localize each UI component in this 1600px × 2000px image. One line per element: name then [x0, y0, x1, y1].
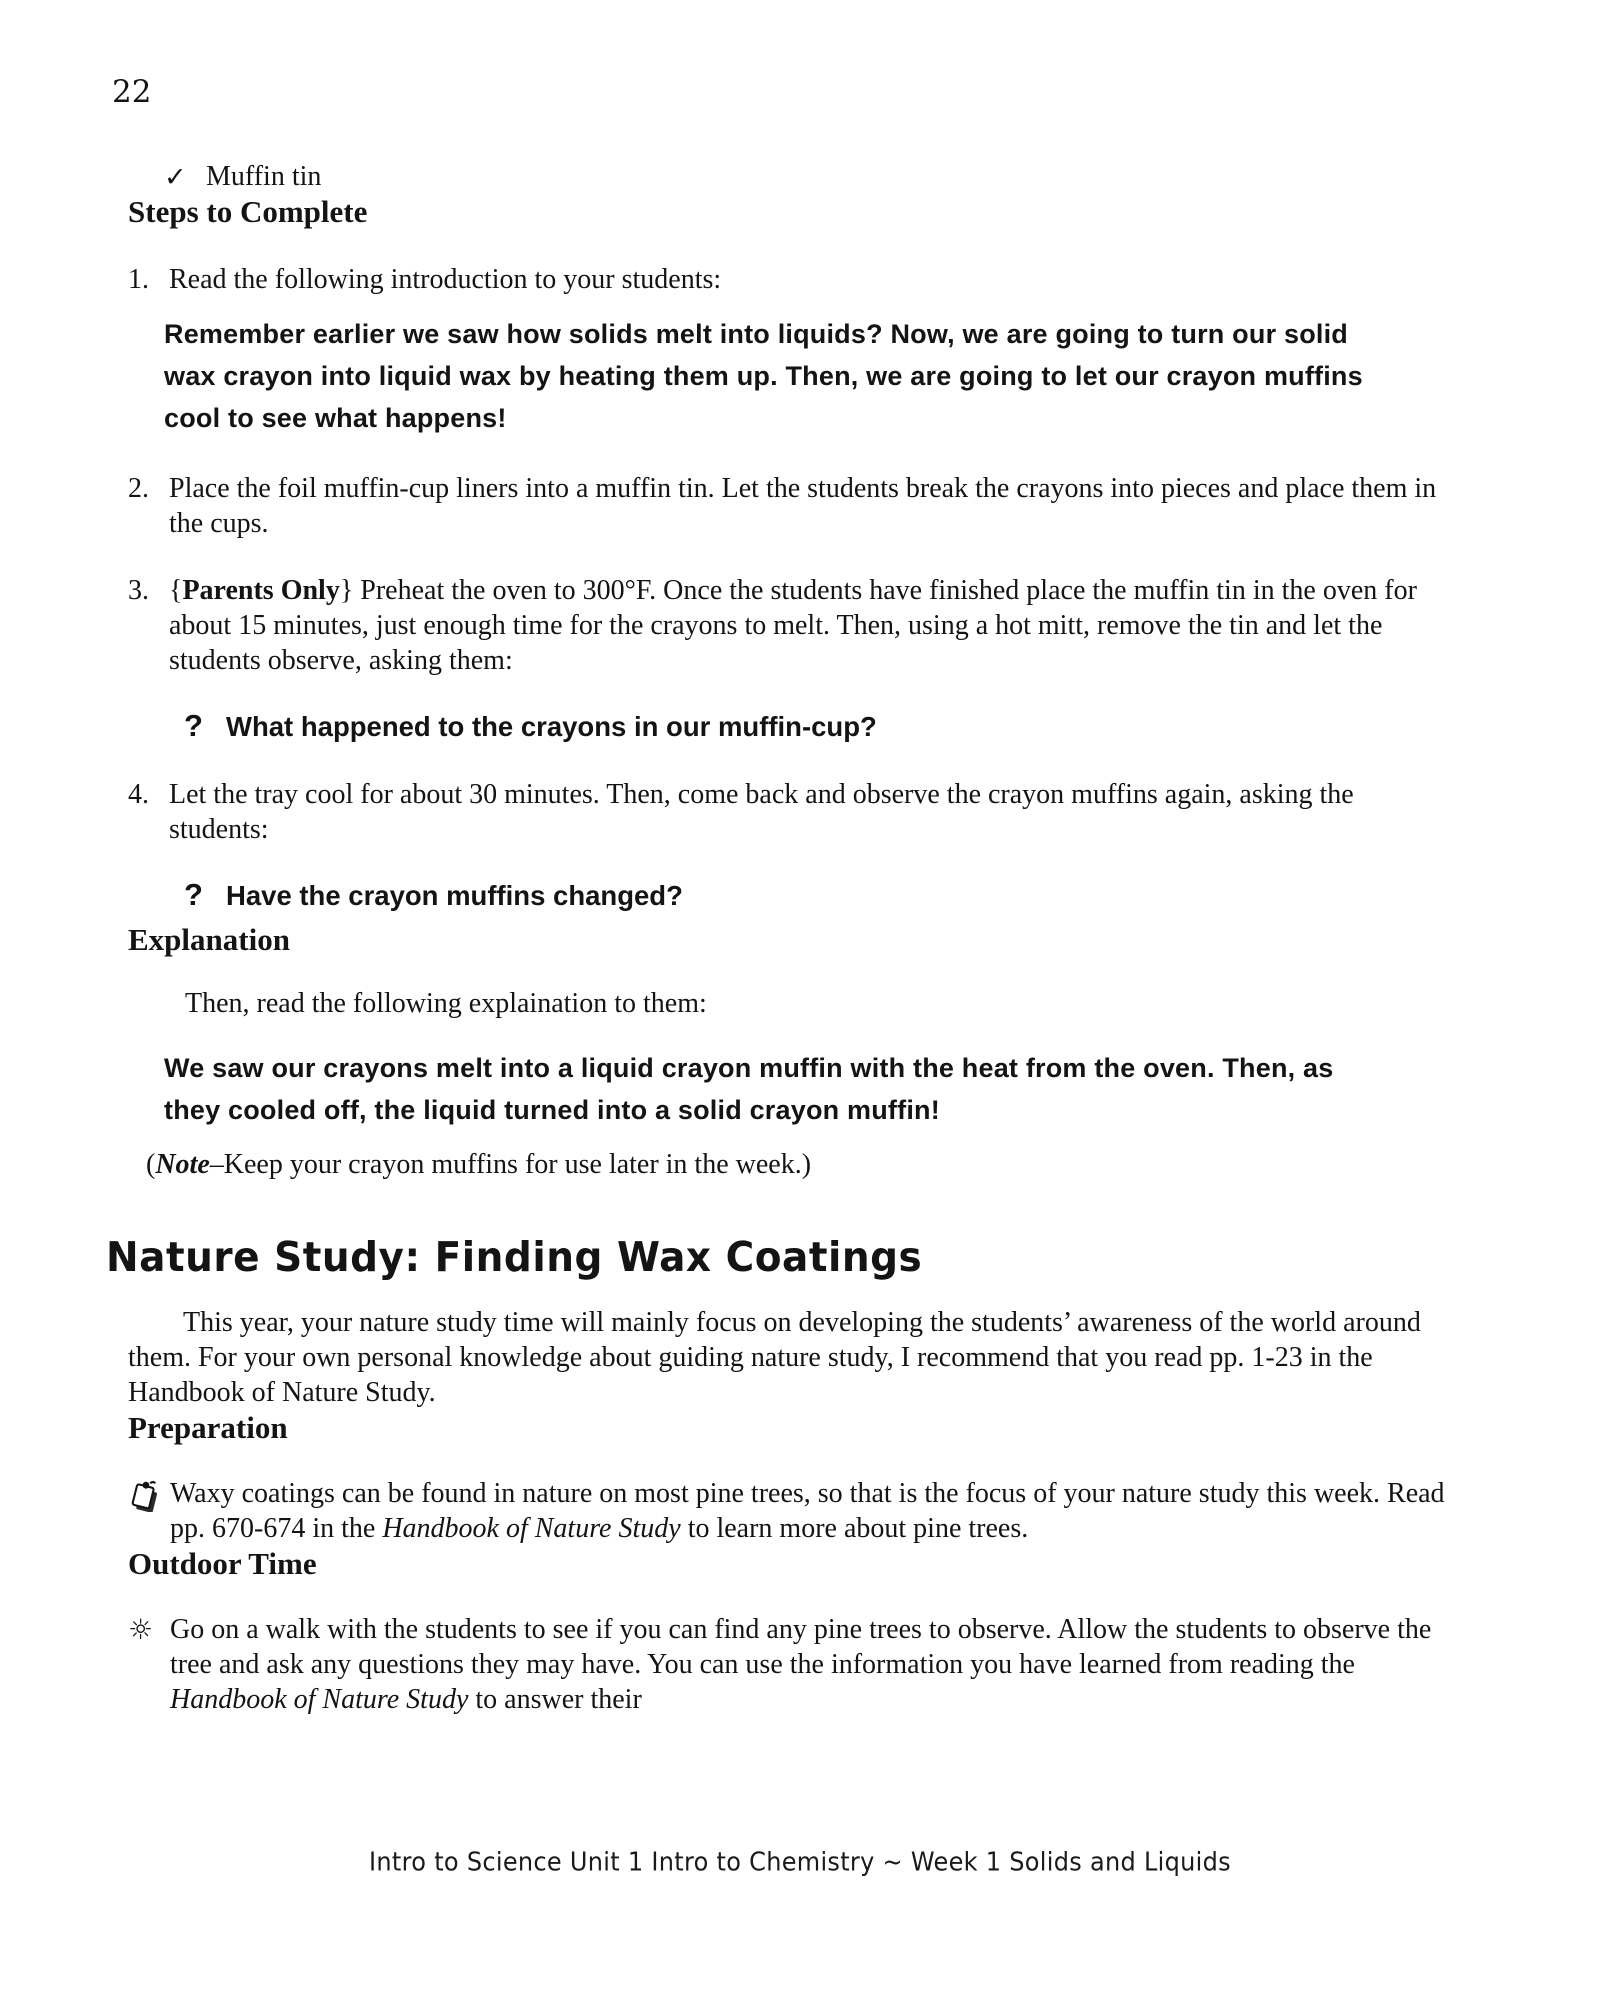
note-text: –Keep your crayon muffins for use later in the week.): [209, 1149, 812, 1180]
explanation-intro: Then, read the following explaination to them:: [185, 988, 707, 1019]
question-1-text: What happened to the crayons in our muffin-cup?: [226, 711, 877, 742]
outdoor-text-before: Go on a walk with the students to see if you can find any pine trees to observe. Allow the students to observe the tree and ask any questions they may have. You can use the information you have learned from reading the: [170, 1614, 1432, 1680]
explanation-heading: Explanation: [128, 922, 290, 957]
preparation-item: [128, 1476, 1458, 1546]
preparation-text: [170, 1476, 1450, 1546]
book-title: Handbook of Nature Study: [382, 1513, 681, 1544]
preparation-heading: Preparation: [128, 1410, 288, 1445]
sun-icon: ☼: [128, 1613, 154, 1646]
book-title: Handbook of Nature Study: [170, 1684, 469, 1715]
step-4: [128, 777, 1458, 847]
step-1-text: Read the following introduction to your students:: [169, 264, 722, 295]
checkmark-icon: ✓: [164, 162, 187, 192]
step-2-text: Place the foil muffin-cup liners into a muffin tin. Let the students break the crayons into pieces and place them in the cups.: [169, 473, 1437, 539]
read-aloud-explanation: We saw our crayons melt into a liquid crayon muffin with the heat from the oven. Then, as they cooled off, the liquid turned into a solid crayon muffin!: [164, 1053, 1334, 1125]
step-3-text: [169, 573, 1458, 678]
step-3-number: 3.: [128, 575, 149, 606]
outdoor-time-item: [128, 1612, 1458, 1717]
notepad-icon: [128, 1476, 170, 1546]
step-1-number: 1.: [128, 264, 149, 295]
discussion-question-2: [184, 877, 1458, 914]
steps-heading: Steps to Complete: [128, 194, 368, 229]
question-2-text: Have the crayon muffins changed?: [226, 880, 683, 911]
note-open-paren: (: [146, 1149, 156, 1180]
preparation-text-before: Waxy coatings can be found in nature on most pine trees, so that is the focus of your nature study this week. Read pp. 670-674 in the: [170, 1478, 1445, 1544]
nature-study-intro: This year, your nature study time will mainly focus on developing the students’ awareness of the world around them. For your own personal knowledge about guiding nature study, I recommend that you read pp. 1-23 in the Handbook of Nature Study.: [128, 1307, 1421, 1408]
parents-only-label: Parents Only: [182, 575, 340, 606]
outdoor-time-text: [170, 1612, 1450, 1717]
discussion-question-1: [184, 708, 1458, 745]
supply-item-label: Muffin tin: [206, 161, 322, 192]
supply-checklist-item: [164, 160, 1458, 194]
step-1: [128, 262, 1458, 297]
step-2: [128, 471, 1458, 541]
question-mark-icon: ?: [184, 708, 203, 743]
question-mark-icon: ?: [184, 877, 203, 912]
read-aloud-introduction: Remember earlier we saw how solids melt into liquids? Now, we are going to turn our solid wax crayon into liquid wax by heating them up. Then, we are going to let our crayon muffins cool to see what happens!: [164, 319, 1363, 433]
outdoor-time-heading: Outdoor Time: [128, 1546, 317, 1581]
outdoor-text-after: to answer their: [468, 1684, 642, 1715]
page-footer: Intro to Science Unit 1 Intro to Chemistry ~ Week 1 Solids and Liquids: [369, 1846, 1231, 1878]
note-label: Note: [155, 1149, 210, 1180]
note-line: [146, 1147, 1458, 1182]
step-3: [128, 573, 1458, 678]
step-4-text: Let the tray cool for about 30 minutes. Then, come back and observe the crayon muffins again, asking the students:: [169, 779, 1354, 845]
page-number: 22: [112, 74, 152, 110]
step-4-number: 4.: [128, 779, 149, 810]
nature-study-heading: Nature Study: Finding Wax Coatings: [106, 1234, 923, 1282]
preparation-text-after: to learn more about pine trees.: [680, 1513, 1029, 1544]
step-3-brace: {: [169, 575, 183, 606]
step-2-number: 2.: [128, 473, 149, 504]
page-content: [106, 160, 1458, 1717]
step-3-rest: } Preheat the oven to 300°F. Once the students have finished place the muffin tin in the oven for about 15 minutes, just enough time for the crayons to melt. Then, using a hot mitt, remove the tin and let the students observe, asking them:: [169, 575, 1417, 676]
